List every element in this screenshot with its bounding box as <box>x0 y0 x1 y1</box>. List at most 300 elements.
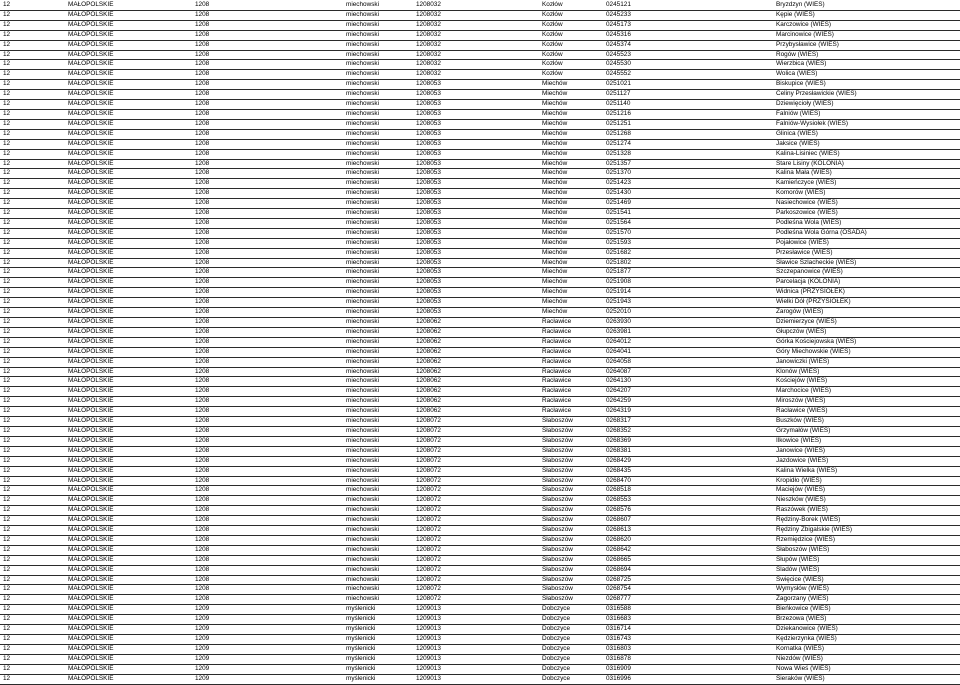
table-row <box>0 535 960 545</box>
county-code-cell: 1208 <box>192 1 343 10</box>
locality-name-cell: Kalina Mała (WIEŚ) <box>773 169 960 179</box>
locality-name-cell: Wielki Dół (PRZYSIÓŁEK) <box>773 298 960 308</box>
commune-name-cell: Miechów <box>539 109 603 119</box>
locality-name-cell: Rogów (WIEŚ) <box>773 50 960 60</box>
county-name-cell: miechowski <box>343 516 413 526</box>
table-row <box>0 30 960 40</box>
county-code-cell: 1208 <box>192 199 343 209</box>
locality-name-cell: Bryzdzyn (WIEŚ) <box>773 1 960 10</box>
locality-name-cell: Racławice (WIEŚ) <box>773 407 960 417</box>
region-name-cell: MAŁOPOLSKIE <box>65 119 192 129</box>
locality-code-cell: 0251251 <box>603 119 773 129</box>
county-code-cell: 1208 <box>192 387 343 397</box>
county-name-cell: miechowski <box>343 10 413 20</box>
region-name-cell: MAŁOPOLSKIE <box>65 139 192 149</box>
county-code-cell: 1208 <box>192 347 343 357</box>
table-row <box>0 605 960 615</box>
county-name-cell: myślenicki <box>343 674 413 684</box>
region-name-cell: MAŁOPOLSKIE <box>65 90 192 100</box>
region-name-cell: MAŁOPOLSKIE <box>65 179 192 189</box>
table-row <box>0 407 960 417</box>
region-name-cell: MAŁOPOLSKIE <box>65 40 192 50</box>
county-code-cell: 1208 <box>192 268 343 278</box>
county-code-cell: 1208 <box>192 417 343 427</box>
table-row <box>0 308 960 318</box>
commune-name-cell: Dobczyce <box>539 674 603 684</box>
county-code-cell: 1208 <box>192 407 343 417</box>
commune-code-cell: 1208053 <box>413 109 539 119</box>
locality-name-cell: Glinica (WIEŚ) <box>773 129 960 139</box>
commune-name-cell: Miechów <box>539 298 603 308</box>
table-row <box>0 357 960 367</box>
region-code-cell: 12 <box>0 228 65 238</box>
region-name-cell: MAŁOPOLSKIE <box>65 446 192 456</box>
region-code-cell: 12 <box>0 298 65 308</box>
county-name-cell: miechowski <box>343 377 413 387</box>
locality-code-cell: 0245552 <box>603 70 773 80</box>
commune-name-cell: Słaboszów <box>539 516 603 526</box>
table-row <box>0 40 960 50</box>
region-code-cell: 12 <box>0 506 65 516</box>
table-row <box>0 506 960 516</box>
commune-code-cell: 1208053 <box>413 100 539 110</box>
region-code-cell: 12 <box>0 248 65 258</box>
county-code-cell: 1208 <box>192 575 343 585</box>
table-row <box>0 674 960 684</box>
locality-name-cell: Słaboszów (WIEŚ) <box>773 545 960 555</box>
region-code-cell: 12 <box>0 238 65 248</box>
region-code-cell: 12 <box>0 486 65 496</box>
locality-code-cell: 0245374 <box>603 40 773 50</box>
commune-name-cell: Miechów <box>539 268 603 278</box>
locality-code-cell: 0251268 <box>603 129 773 139</box>
region-code-cell: 12 <box>0 664 65 674</box>
table-row <box>0 268 960 278</box>
region-code-cell: 12 <box>0 545 65 555</box>
region-code-cell: 12 <box>0 278 65 288</box>
table-row <box>0 288 960 298</box>
region-code-cell: 12 <box>0 139 65 149</box>
region-code-cell: 12 <box>0 644 65 654</box>
region-code-cell: 12 <box>0 674 65 684</box>
region-name-cell: MAŁOPOLSKIE <box>65 100 192 110</box>
locality-code-cell: 0251570 <box>603 228 773 238</box>
county-name-cell: myślenicki <box>343 644 413 654</box>
commune-name-cell: Miechów <box>539 199 603 209</box>
county-code-cell: 1208 <box>192 30 343 40</box>
county-name-cell: miechowski <box>343 535 413 545</box>
locality-name-cell: Buszków (WIEŚ) <box>773 417 960 427</box>
locality-code-cell: 0245530 <box>603 60 773 70</box>
locality-name-cell: Śladów (WIEŚ) <box>773 565 960 575</box>
commune-name-cell: Miechów <box>539 119 603 129</box>
county-code-cell: 1208 <box>192 377 343 387</box>
locality-name-cell: Parkoszowice (WIEŚ) <box>773 209 960 219</box>
locality-name-cell: Celiny Przesławickie (WIEŚ) <box>773 90 960 100</box>
commune-code-cell: 1208072 <box>413 585 539 595</box>
county-code-cell: 1208 <box>192 545 343 555</box>
commune-name-cell: Miechów <box>539 149 603 159</box>
region-name-cell: MAŁOPOLSKIE <box>65 288 192 298</box>
commune-name-cell: Słaboszów <box>539 496 603 506</box>
locality-name-cell: Rzemiędzice (WIEŚ) <box>773 535 960 545</box>
locality-code-cell: 0264130 <box>603 377 773 387</box>
region-name-cell: MAŁOPOLSKIE <box>65 397 192 407</box>
locality-name-cell: Podleśna Wola (WIEŚ) <box>773 218 960 228</box>
commune-name-cell: Racławice <box>539 367 603 377</box>
locality-code-cell: 0251877 <box>603 268 773 278</box>
locality-name-cell: Kalina Wielka (WIEŚ) <box>773 466 960 476</box>
table-row <box>0 654 960 664</box>
region-code-cell: 12 <box>0 565 65 575</box>
county-code-cell: 1208 <box>192 436 343 446</box>
county-code-cell: 1208 <box>192 526 343 536</box>
locality-code-cell: 0251908 <box>603 278 773 288</box>
commune-code-cell: 1209013 <box>413 635 539 645</box>
commune-code-cell: 1209013 <box>413 615 539 625</box>
locality-name-cell: Rędziny-Borek (WIEŚ) <box>773 516 960 526</box>
county-code-cell: 1208 <box>192 516 343 526</box>
county-name-cell: miechowski <box>343 357 413 367</box>
county-code-cell: 1208 <box>192 288 343 298</box>
table-row <box>0 218 960 228</box>
commune-name-cell: Dobczyce <box>539 664 603 674</box>
county-name-cell: miechowski <box>343 209 413 219</box>
county-code-cell: 1208 <box>192 367 343 377</box>
locality-name-cell: Kropidło (WIEŚ) <box>773 476 960 486</box>
region-name-cell: MAŁOPOLSKIE <box>65 625 192 635</box>
table-row <box>0 238 960 248</box>
locality-name-cell: Dziekanowice (WIEŚ) <box>773 625 960 635</box>
locality-code-cell: 0251802 <box>603 258 773 268</box>
region-code-cell: 12 <box>0 318 65 328</box>
region-name-cell: MAŁOPOLSKIE <box>65 575 192 585</box>
locality-name-cell: Grzymałów (WIEŚ) <box>773 426 960 436</box>
locality-code-cell: 0316996 <box>603 674 773 684</box>
commune-name-cell: Miechów <box>539 159 603 169</box>
table-row <box>0 664 960 674</box>
commune-code-cell: 1208032 <box>413 20 539 30</box>
table-row <box>0 298 960 308</box>
table-row <box>0 327 960 337</box>
region-code-cell: 12 <box>0 407 65 417</box>
locality-code-cell: 0316683 <box>603 615 773 625</box>
region-name-cell: MAŁOPOLSKIE <box>65 367 192 377</box>
locality-code-cell: 0251140 <box>603 100 773 110</box>
region-name-cell: MAŁOPOLSKIE <box>65 664 192 674</box>
locality-name-cell: Kościejów (WIEŚ) <box>773 377 960 387</box>
county-code-cell: 1208 <box>192 119 343 129</box>
commune-code-cell: 1208072 <box>413 555 539 565</box>
locality-code-cell: 0251541 <box>603 209 773 219</box>
locality-code-cell: 0251328 <box>603 149 773 159</box>
table-row <box>0 486 960 496</box>
commune-name-cell: Miechów <box>539 189 603 199</box>
region-code-cell: 12 <box>0 426 65 436</box>
county-code-cell: 1209 <box>192 664 343 674</box>
table-row <box>0 644 960 654</box>
commune-code-cell: 1208032 <box>413 50 539 60</box>
locality-name-cell: Góry Miechowskie (WIEŚ) <box>773 347 960 357</box>
county-code-cell: 1208 <box>192 169 343 179</box>
locality-name-cell: Przesławice (WIEŚ) <box>773 248 960 258</box>
locality-name-cell: Maciejów (WIEŚ) <box>773 486 960 496</box>
county-name-cell: miechowski <box>343 327 413 337</box>
county-code-cell: 1208 <box>192 278 343 288</box>
table-body <box>0 1 960 684</box>
county-name-cell: miechowski <box>343 268 413 278</box>
region-code-cell: 12 <box>0 615 65 625</box>
table-row <box>0 595 960 605</box>
locality-name-cell: Kamieńczyce (WIEŚ) <box>773 179 960 189</box>
region-name-cell: MAŁOPOLSKIE <box>65 60 192 70</box>
table-row <box>0 318 960 328</box>
region-name-cell: MAŁOPOLSKIE <box>65 565 192 575</box>
county-code-cell: 1208 <box>192 585 343 595</box>
locality-code-cell: 0268317 <box>603 417 773 427</box>
locality-code-cell: 0264207 <box>603 387 773 397</box>
county-name-cell: miechowski <box>343 347 413 357</box>
region-name-cell: MAŁOPOLSKIE <box>65 615 192 625</box>
county-name-cell: miechowski <box>343 30 413 40</box>
commune-code-cell: 1209013 <box>413 664 539 674</box>
locality-code-cell: 0251127 <box>603 90 773 100</box>
table-row <box>0 100 960 110</box>
region-code-cell: 12 <box>0 337 65 347</box>
county-code-cell: 1208 <box>192 100 343 110</box>
commune-code-cell: 1208072 <box>413 535 539 545</box>
county-name-cell: myślenicki <box>343 605 413 615</box>
county-name-cell: miechowski <box>343 149 413 159</box>
commune-name-cell: Racławice <box>539 397 603 407</box>
region-code-cell: 12 <box>0 635 65 645</box>
commune-code-cell: 1208032 <box>413 10 539 20</box>
commune-code-cell: 1208062 <box>413 387 539 397</box>
commune-code-cell: 1208072 <box>413 476 539 486</box>
commune-name-cell: Racławice <box>539 318 603 328</box>
locality-code-cell: 0268613 <box>603 526 773 536</box>
county-code-cell: 1208 <box>192 209 343 219</box>
region-code-cell: 12 <box>0 575 65 585</box>
region-name-cell: MAŁOPOLSKIE <box>65 20 192 30</box>
locality-code-cell: 0245523 <box>603 50 773 60</box>
locality-name-cell: Ilkowice (WIEŚ) <box>773 436 960 446</box>
commune-code-cell: 1208032 <box>413 70 539 80</box>
data-table <box>0 1 960 685</box>
region-name-cell: MAŁOPOLSKIE <box>65 357 192 367</box>
commune-code-cell: 1209013 <box>413 654 539 664</box>
commune-name-cell: Słaboszów <box>539 436 603 446</box>
locality-name-cell: Bieńkowice (WIEŚ) <box>773 605 960 615</box>
county-code-cell: 1208 <box>192 318 343 328</box>
county-name-cell: miechowski <box>343 20 413 30</box>
region-name-cell: MAŁOPOLSKIE <box>65 486 192 496</box>
county-code-cell: 1209 <box>192 605 343 615</box>
table-row <box>0 555 960 565</box>
table-row <box>0 635 960 645</box>
region-name-cell: MAŁOPOLSKIE <box>65 674 192 684</box>
locality-code-cell: 0245233 <box>603 10 773 20</box>
commune-code-cell: 1208053 <box>413 139 539 149</box>
county-name-cell: miechowski <box>343 555 413 565</box>
locality-name-cell: Podleśna Wola Górna (OSADA) <box>773 228 960 238</box>
county-code-cell: 1209 <box>192 654 343 664</box>
county-code-cell: 1208 <box>192 238 343 248</box>
locality-code-cell: 0316743 <box>603 635 773 645</box>
table-row <box>0 625 960 635</box>
region-code-cell: 12 <box>0 10 65 20</box>
table-row <box>0 397 960 407</box>
commune-name-cell: Racławice <box>539 347 603 357</box>
locality-code-cell: 0251423 <box>603 179 773 189</box>
table-row <box>0 60 960 70</box>
county-code-cell: 1208 <box>192 179 343 189</box>
commune-name-cell: Słaboszów <box>539 555 603 565</box>
locality-name-cell: Sieraków (WIEŚ) <box>773 674 960 684</box>
table-row <box>0 149 960 159</box>
region-code-cell: 12 <box>0 654 65 664</box>
county-code-cell: 1208 <box>192 595 343 605</box>
region-name-cell: MAŁOPOLSKIE <box>65 278 192 288</box>
table-row <box>0 70 960 80</box>
county-name-cell: miechowski <box>343 526 413 536</box>
region-name-cell: MAŁOPOLSKIE <box>65 149 192 159</box>
county-code-cell: 1208 <box>192 218 343 228</box>
region-name-cell: MAŁOPOLSKIE <box>65 199 192 209</box>
commune-code-cell: 1208032 <box>413 1 539 10</box>
locality-code-cell: 0268352 <box>603 426 773 436</box>
county-code-cell: 1208 <box>192 466 343 476</box>
county-name-cell: miechowski <box>343 179 413 189</box>
county-name-cell: miechowski <box>343 387 413 397</box>
commune-name-cell: Kozłów <box>539 60 603 70</box>
commune-name-cell: Słaboszów <box>539 526 603 536</box>
region-code-cell: 12 <box>0 268 65 278</box>
commune-code-cell: 1208053 <box>413 119 539 129</box>
region-name-cell: MAŁOPOLSKIE <box>65 169 192 179</box>
region-name-cell: MAŁOPOLSKIE <box>65 109 192 119</box>
locality-name-cell: Kędzierzynka (WIEŚ) <box>773 635 960 645</box>
locality-name-cell: Kalina-Lisiniec (WIEŚ) <box>773 149 960 159</box>
county-code-cell: 1208 <box>192 456 343 466</box>
locality-code-cell: 0263930 <box>603 318 773 328</box>
region-name-cell: MAŁOPOLSKIE <box>65 10 192 20</box>
commune-code-cell: 1208053 <box>413 268 539 278</box>
region-name-cell: MAŁOPOLSKIE <box>65 308 192 318</box>
commune-code-cell: 1208062 <box>413 318 539 328</box>
county-code-cell: 1208 <box>192 159 343 169</box>
table-row <box>0 278 960 288</box>
commune-code-cell: 1208062 <box>413 407 539 417</box>
locality-name-cell: Raszówek (WIEŚ) <box>773 506 960 516</box>
region-code-cell: 12 <box>0 466 65 476</box>
commune-name-cell: Miechów <box>539 238 603 248</box>
table-row <box>0 446 960 456</box>
commune-code-cell: 1208072 <box>413 575 539 585</box>
county-name-cell: miechowski <box>343 397 413 407</box>
region-code-cell: 12 <box>0 367 65 377</box>
commune-code-cell: 1208053 <box>413 90 539 100</box>
locality-code-cell: 0268607 <box>603 516 773 526</box>
commune-code-cell: 1208072 <box>413 466 539 476</box>
county-name-cell: miechowski <box>343 109 413 119</box>
county-name-cell: miechowski <box>343 218 413 228</box>
commune-name-cell: Kozłów <box>539 30 603 40</box>
table-row <box>0 159 960 169</box>
region-code-cell: 12 <box>0 535 65 545</box>
locality-name-cell: Kępie (WIEŚ) <box>773 10 960 20</box>
locality-name-cell: Szczepanowice (WIEŚ) <box>773 268 960 278</box>
commune-code-cell: 1208072 <box>413 456 539 466</box>
locality-name-cell: Falniów-Wysiołek (WIEŚ) <box>773 119 960 129</box>
commune-code-cell: 1208053 <box>413 288 539 298</box>
locality-code-cell: 0264259 <box>603 397 773 407</box>
locality-code-cell: 0251021 <box>603 80 773 90</box>
commune-code-cell: 1208053 <box>413 228 539 238</box>
table-row <box>0 90 960 100</box>
commune-code-cell: 1208062 <box>413 327 539 337</box>
commune-name-cell: Racławice <box>539 387 603 397</box>
region-code-cell: 12 <box>0 397 65 407</box>
commune-name-cell: Miechów <box>539 288 603 298</box>
commune-name-cell: Słaboszów <box>539 506 603 516</box>
table-row <box>0 169 960 179</box>
locality-name-cell: Głupczów (WIEŚ) <box>773 327 960 337</box>
commune-name-cell: Słaboszów <box>539 476 603 486</box>
county-code-cell: 1208 <box>192 109 343 119</box>
commune-name-cell: Miechów <box>539 248 603 258</box>
table-row <box>0 565 960 575</box>
region-code-cell: 12 <box>0 109 65 119</box>
commune-name-cell: Dobczyce <box>539 605 603 615</box>
commune-code-cell: 1208053 <box>413 80 539 90</box>
commune-code-cell: 1208053 <box>413 238 539 248</box>
commune-code-cell: 1208062 <box>413 377 539 387</box>
commune-name-cell: Słaboszów <box>539 486 603 496</box>
locality-code-cell: 0316588 <box>603 605 773 615</box>
locality-code-cell: 0268518 <box>603 486 773 496</box>
region-name-cell: MAŁOPOLSKIE <box>65 476 192 486</box>
county-code-cell: 1208 <box>192 426 343 436</box>
locality-name-cell: Jazdowice (WIEŚ) <box>773 456 960 466</box>
commune-name-cell: Słaboszów <box>539 535 603 545</box>
region-code-cell: 12 <box>0 199 65 209</box>
region-name-cell: MAŁOPOLSKIE <box>65 318 192 328</box>
region-name-cell: MAŁOPOLSKIE <box>65 654 192 664</box>
county-name-cell: miechowski <box>343 50 413 60</box>
commune-name-cell: Miechów <box>539 278 603 288</box>
county-code-cell: 1208 <box>192 189 343 199</box>
county-name-cell: miechowski <box>343 466 413 476</box>
county-code-cell: 1208 <box>192 40 343 50</box>
county-name-cell: miechowski <box>343 1 413 10</box>
commune-name-cell: Słaboszów <box>539 466 603 476</box>
commune-code-cell: 1209013 <box>413 674 539 684</box>
region-code-cell: 12 <box>0 288 65 298</box>
county-name-cell: miechowski <box>343 476 413 486</box>
locality-name-cell: Niezdów (WIEŚ) <box>773 654 960 664</box>
table-row <box>0 417 960 427</box>
commune-name-cell: Miechów <box>539 179 603 189</box>
region-code-cell: 12 <box>0 625 65 635</box>
locality-name-cell: Nasiechowice (WIEŚ) <box>773 199 960 209</box>
region-name-cell: MAŁOPOLSKIE <box>65 298 192 308</box>
region-name-cell: MAŁOPOLSKIE <box>65 585 192 595</box>
county-name-cell: miechowski <box>343 60 413 70</box>
table-row <box>0 436 960 446</box>
table-row <box>0 199 960 209</box>
region-name-cell: MAŁOPOLSKIE <box>65 496 192 506</box>
